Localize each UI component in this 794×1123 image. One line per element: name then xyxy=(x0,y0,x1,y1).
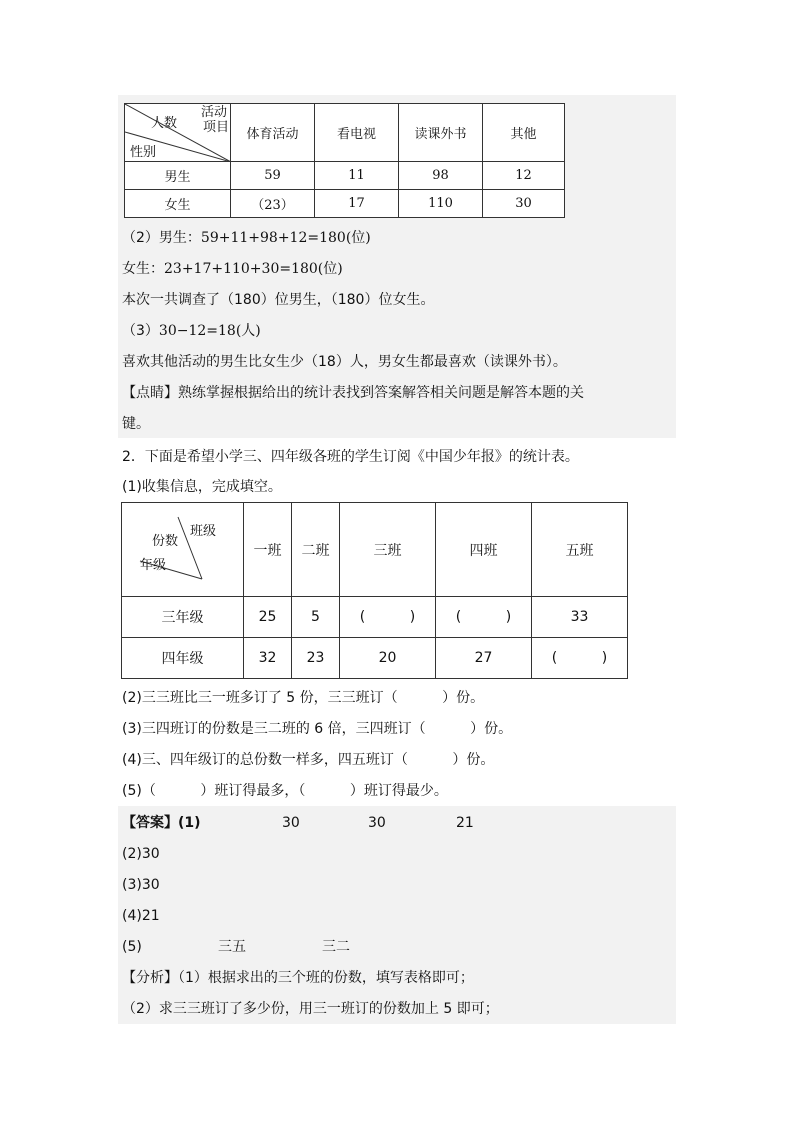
table2-cell: 33 xyxy=(532,597,628,638)
analysis-line: （2）求三三班订了多少份，用三一班订的份数加上 5 即可； xyxy=(122,1001,499,1017)
table2-header: 三班 xyxy=(340,503,436,597)
question-line: (3)三四班订的份数是三二班的 6 倍，三四班订（ ）份。 xyxy=(122,721,513,737)
activity-survey-table xyxy=(124,103,565,218)
table2-cell-blank[interactable]: ( ) xyxy=(436,597,532,638)
table2-corner-class: 班级 xyxy=(190,524,217,539)
answer-block-bottom xyxy=(118,806,676,1024)
table1-cell: 110 xyxy=(399,190,483,218)
table1-header: 读课外书 xyxy=(399,104,483,162)
table2-row-label: 三年级 xyxy=(122,597,244,638)
answer-line: （2）男生：59+11+98+12=180(位) xyxy=(122,230,371,246)
table1-corner-count: 人数 xyxy=(151,116,178,131)
table2-cell-blank[interactable]: ( ) xyxy=(340,597,436,638)
table1-row-label: 男生 xyxy=(125,162,231,190)
table2-header: 一班 xyxy=(244,503,292,597)
table2-cell: 25 xyxy=(244,597,292,638)
table2-corner-grade: 年级 xyxy=(140,558,167,573)
table1-cell: 12 xyxy=(483,162,565,190)
table1-corner-cell xyxy=(125,104,231,162)
table1-header: 看电视 xyxy=(315,104,399,162)
analysis-line: 【分析】（1）根据求出的三个班的份数，填写表格即可； xyxy=(122,970,474,986)
table1-cell: 59 xyxy=(231,162,315,190)
answer-line: 女生：23+17+110+30=180(位) xyxy=(122,261,343,277)
table2-corner-cell xyxy=(122,503,244,597)
answer-line: (4)21 xyxy=(122,908,160,924)
table1-row-label: 女生 xyxy=(125,190,231,218)
question-title: 2．下面是希望小学三、四年级各班的学生订阅《中国少年报》的统计表。 xyxy=(122,449,579,465)
table2-row-label: 四年级 xyxy=(122,638,244,679)
question-line: (5)（ ）班订得最多，（ ）班订得最少。 xyxy=(122,783,448,799)
table2-cell: 5 xyxy=(292,597,340,638)
table1-corner-activity: 活动 xyxy=(201,105,228,120)
answer-line: (5) 三五 三二 xyxy=(122,939,350,955)
answer-line: (2)30 xyxy=(122,846,160,862)
table-row xyxy=(125,190,565,218)
answer-line: （3）30−12=18(人) xyxy=(122,323,261,339)
answer-line: 本次一共调查了（180）位男生，（180）位女生。 xyxy=(122,292,435,308)
question-line: (4)三、四年级订的总份数一样多，四五班订（ ）份。 xyxy=(122,752,495,768)
table2-cell: 20 xyxy=(340,638,436,679)
newspaper-subscription-table xyxy=(121,502,628,679)
table1-corner-gender: 性别 xyxy=(130,145,157,160)
table1-cell: 30 xyxy=(483,190,565,218)
table2-header: 五班 xyxy=(532,503,628,597)
table2-header: 二班 xyxy=(292,503,340,597)
table2-cell: 32 xyxy=(244,638,292,679)
table-row xyxy=(125,162,565,190)
table-row xyxy=(122,597,628,638)
table1-cell: 17 xyxy=(315,190,399,218)
table2-header: 四班 xyxy=(436,503,532,597)
key-point-line: 键。 xyxy=(122,416,150,432)
table2-diagonal-lines xyxy=(122,503,244,597)
table2-cell: 27 xyxy=(436,638,532,679)
table1-header: 体育活动 xyxy=(231,104,315,162)
table-row xyxy=(122,638,628,679)
question-line: (2)三三班比三一班多订了 5 份，三三班订（ ）份。 xyxy=(122,690,485,706)
table2-corner-copies: 份数 xyxy=(152,534,179,549)
answer-line: 喜欢其他活动的男生比女生少（18）人，男女生都最喜欢（读课外书）。 xyxy=(122,354,567,370)
table1-cell: （23） xyxy=(231,190,315,218)
table2-cell-blank[interactable]: ( ) xyxy=(532,638,628,679)
answer-line: 【答案】(1) 30 30 21 xyxy=(122,815,474,831)
table2-cell: 23 xyxy=(292,638,340,679)
answer-line: (3)30 xyxy=(122,877,160,893)
key-point-line: 【点睛】熟练掌握根据给出的统计表找到答案解答相关问题是解答本题的关 xyxy=(122,385,584,401)
table1-cell: 11 xyxy=(315,162,399,190)
question-sub: (1)收集信息，完成填空。 xyxy=(122,479,282,495)
table1-corner-item: 项目 xyxy=(203,120,230,135)
table1-header: 其他 xyxy=(483,104,565,162)
table1-cell: 98 xyxy=(399,162,483,190)
